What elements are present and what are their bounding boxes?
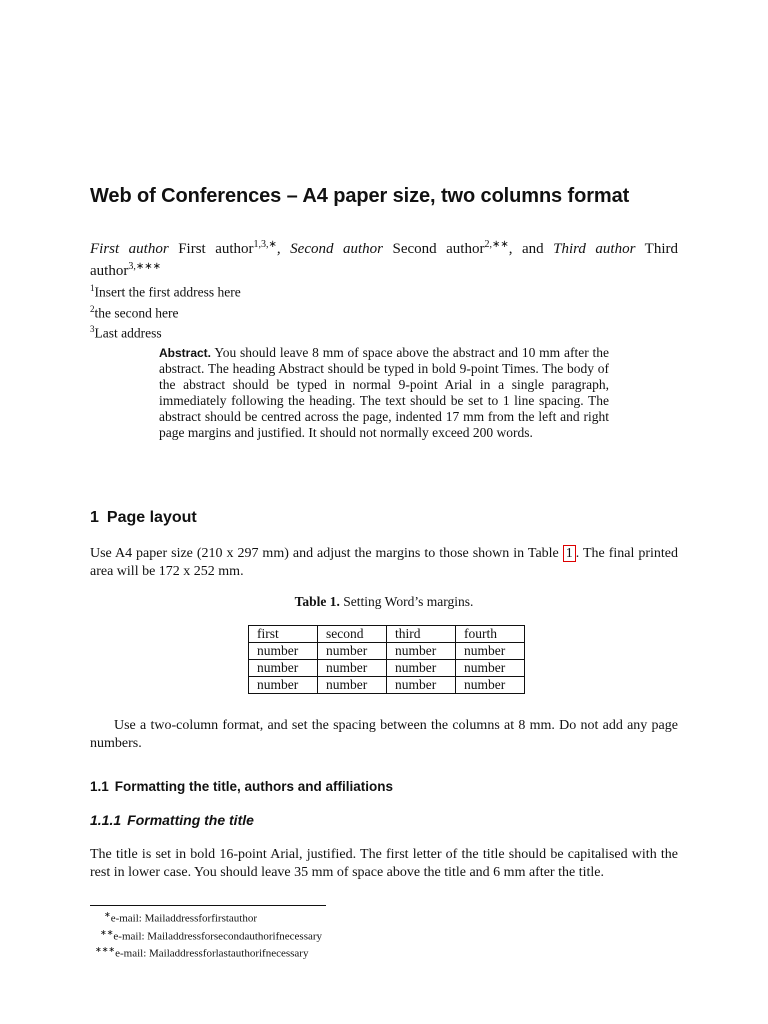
section-title: Page layout bbox=[106, 509, 197, 526]
footnote-item bbox=[90, 943, 322, 961]
subsubsection-number: 1.1.1 bbox=[90, 812, 122, 828]
table-cell: first bbox=[249, 626, 318, 643]
table-cell: fourth bbox=[456, 626, 525, 643]
section-paragraph-1 bbox=[90, 545, 678, 580]
footnote-mark: ∗ bbox=[104, 910, 111, 919]
subsection-number: 1.1 bbox=[90, 779, 109, 794]
table-cell: third bbox=[387, 626, 456, 643]
author-2-italic: Second author bbox=[290, 241, 383, 257]
affiliation-list bbox=[90, 280, 241, 342]
margins-table bbox=[248, 625, 525, 694]
abstract-text: You should leave 8 mm of space above the abstract and 10 mm after the abstract. The heading Abstract should be typed in bold 9-point Times. The body of the abstract should be typed in normal 9-point Arial in a single paragraph, immediately following the heading. The text should be set to 1 line spacing. The abstract should be centred across the page, indented 17 mm from the left and right page margins and justified. It should not normally exceed 200 words. bbox=[159, 345, 610, 440]
table-cell: number bbox=[318, 677, 387, 694]
affiliation-item bbox=[90, 301, 241, 322]
footnote-item bbox=[90, 908, 322, 926]
table-cell: number bbox=[456, 660, 525, 677]
author-1-name: First author bbox=[178, 241, 254, 257]
table-row bbox=[249, 660, 525, 677]
paragraph-text: . The final printed area will be 172 x 252 mm. bbox=[90, 546, 678, 579]
footnote-list bbox=[90, 908, 322, 961]
paper-page bbox=[90, 0, 678, 1024]
table-cell: number bbox=[456, 677, 525, 694]
author-3-italic: Third author bbox=[553, 241, 636, 257]
affiliation-sup: 2 bbox=[90, 303, 95, 314]
table-caption-label: Table 1. bbox=[294, 594, 340, 609]
author-2-name: Second author bbox=[392, 241, 485, 257]
footnote-text: e-mail: Mailaddressforsecondauthorifnecessary bbox=[113, 930, 323, 943]
author-separator-2: , and bbox=[508, 241, 554, 257]
author-1-italic: First author bbox=[90, 241, 169, 257]
affiliation-text: the second here bbox=[94, 305, 179, 320]
affiliation-item bbox=[90, 321, 241, 342]
table-caption-text: Setting Word’s margins. bbox=[339, 594, 474, 609]
footnote-item bbox=[90, 926, 322, 944]
author-separator-1: , bbox=[276, 241, 291, 257]
subsubsection-heading bbox=[90, 812, 254, 828]
author-2-sup: 2,∗∗ bbox=[484, 239, 509, 250]
affiliation-sup: 3 bbox=[90, 324, 95, 334]
subsection-title: Formatting the title, authors and affiliations bbox=[114, 779, 394, 794]
table-cell: number bbox=[318, 660, 387, 677]
section-number: 1 bbox=[90, 509, 99, 526]
section-paragraph-2: Use a two-column format, and set the spacing between the columns at 8 mm. Do not add any page numbers. bbox=[90, 718, 678, 751]
footnote-mark: ∗∗ bbox=[100, 927, 114, 937]
table-caption bbox=[90, 594, 678, 610]
affiliation-text: Last address bbox=[94, 325, 162, 341]
footnote-text: e-mail: Mailaddressforlastauthorifnecessary bbox=[115, 947, 309, 960]
author-list bbox=[90, 236, 678, 280]
table-cell: number bbox=[387, 660, 456, 677]
table-cell: number bbox=[249, 643, 318, 660]
table-cell: number bbox=[387, 643, 456, 660]
affiliation-item bbox=[90, 280, 241, 301]
table-row bbox=[249, 626, 525, 643]
affiliation-sup: 1 bbox=[90, 283, 95, 293]
footnote-mark: ∗∗∗ bbox=[95, 945, 116, 955]
table-cell: number bbox=[387, 677, 456, 694]
footnote-text: e-mail: Mailaddressforfirstauthor bbox=[110, 912, 258, 925]
author-3-sup: 3,∗∗∗ bbox=[128, 261, 161, 272]
author-1-sup: 1,3,∗ bbox=[253, 239, 277, 250]
author-3-name: Third author bbox=[90, 241, 678, 279]
affiliation-text: Insert the first address here bbox=[94, 284, 241, 300]
subsubsection-title: Formatting the title bbox=[127, 812, 254, 828]
abstract bbox=[159, 345, 609, 441]
abstract-heading: Abstract. bbox=[159, 346, 212, 360]
table-cell: number bbox=[456, 643, 525, 660]
table-cell: second bbox=[318, 626, 387, 643]
table-cell: number bbox=[249, 677, 318, 694]
subsubsection-paragraph: The title is set in bold 16-point Arial, justified. The first letter of the title should be capitalised with the rest in lower case. You should leave 35 mm of space above the title and 6 mm after the title. bbox=[90, 847, 678, 880]
paragraph-text: Use A4 paper size (210 x 297 mm) and adjust the margins to those shown in Table bbox=[90, 546, 563, 561]
subsection-heading bbox=[90, 779, 393, 794]
table-cell: number bbox=[249, 660, 318, 677]
section-heading bbox=[90, 509, 197, 527]
table-cell: number bbox=[318, 643, 387, 660]
table-reference-link[interactable]: 1 bbox=[563, 545, 576, 562]
table-row bbox=[249, 677, 525, 694]
paper-title: Web of Conferences – A4 paper size, two columns format bbox=[90, 185, 630, 207]
table-row bbox=[249, 643, 525, 660]
footnote-rule bbox=[90, 905, 326, 906]
